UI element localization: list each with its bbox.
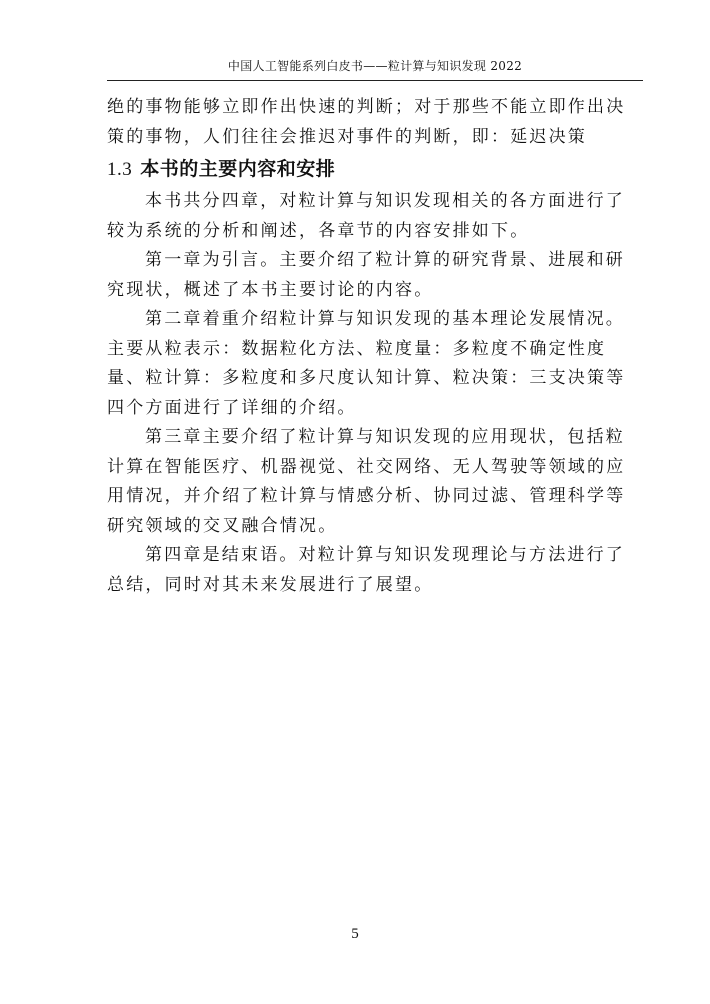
continued-paragraph: 绝的事物能够立即作出快速的判断；对于那些不能立即作出决策的事物，人们往往会推迟对事件的判断，即：延迟决策 — [107, 97, 626, 147]
section-heading — [107, 154, 643, 185]
paragraph-overview: 本书共分四章，对粒计算与知识发现相关的各方面进行了较为系统的分析和阐述，各章节的内容安排如下。 — [107, 191, 625, 241]
running-header: 中国人工智能系列白皮书——粒计算与知识发现 2022 — [227, 59, 523, 73]
page-number: 5 — [351, 926, 359, 942]
paragraph-chapter-1: 第一章为引言。主要介绍了粒计算的研究背景、进展和研究现状，概述了本书主要讨论的内容。 — [107, 250, 625, 300]
section-number: 1.3 — [107, 159, 133, 180]
paragraph-chapter-3: 第三章主要介绍了粒计算与知识发现的应用现状，包括粒计算在智能医疗、机器视觉、社交网络、无人驾驶等领域的应用情况，并介绍了粒计算与情感分析、协同过滤、管理科学等研究领域的交叉融合情况。 — [107, 427, 626, 536]
paragraph-chapter-2: 第二章着重介绍粒计算与知识发现的基本理论发展情况。主要从粒表示：数据粒化方法、粒度量：多粒度不确定性度量、粒计算：多粒度和多尺度认知计算、粒决策：三支决策等四个方面进行了详细的介绍。 — [107, 309, 626, 418]
section-title: 本书的主要内容和安排 — [140, 158, 336, 180]
paragraph-chapter-4: 第四章是结束语。对粒计算与知识发现理论与方法进行了总结，同时对其未来发展进行了展望。 — [107, 545, 625, 595]
header-rule — [107, 80, 643, 81]
body-text — [107, 93, 643, 600]
